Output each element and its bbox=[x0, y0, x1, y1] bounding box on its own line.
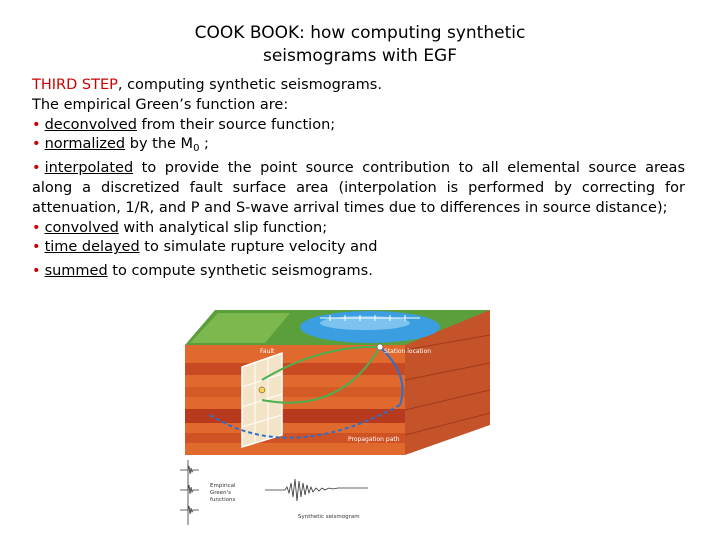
item-text: to compute synthetic seismograms. bbox=[107, 263, 373, 280]
egf-traces bbox=[180, 460, 199, 525]
keyword-deconvolved: deconvolved bbox=[44, 116, 137, 133]
step-label: THIRD STEP bbox=[32, 77, 118, 93]
intro-text: The empirical Green’s function are: bbox=[32, 96, 289, 113]
synthetic-seismogram bbox=[265, 479, 368, 501]
keyword-interpolated: interpolated bbox=[44, 160, 134, 177]
egf-label-line2: Green's bbox=[210, 490, 232, 496]
item-text-after: ; bbox=[199, 136, 209, 153]
title-line-1: COOK BOOK: how computing synthetic bbox=[194, 23, 526, 43]
bullet-icon: • bbox=[32, 263, 41, 280]
egf-label-line3: functions bbox=[210, 497, 236, 503]
synthetic-seismogram-label: Synthetic seismogram bbox=[298, 514, 360, 520]
bullet-item-normalized bbox=[32, 135, 685, 159]
egf-diagram-svg bbox=[170, 305, 505, 535]
bullet-item-summed bbox=[32, 262, 685, 282]
bullet-icon: • bbox=[32, 116, 41, 133]
item-text: by the M bbox=[125, 136, 194, 153]
bullet-item-interpolated bbox=[32, 159, 685, 218]
bullet-icon: • bbox=[32, 219, 41, 236]
fault-label: Fault bbox=[260, 348, 275, 355]
bullet-icon: • bbox=[32, 136, 41, 153]
hypocenter-marker bbox=[259, 387, 265, 393]
bullet-item-deconvolved bbox=[32, 116, 685, 136]
bullet-item-convolved bbox=[32, 219, 685, 239]
bullet-icon: • bbox=[32, 160, 41, 177]
step-rest: , computing synthetic seismograms. bbox=[117, 77, 382, 93]
keyword-time-delayed: time delayed bbox=[44, 239, 140, 256]
keyword-convolved: convolved bbox=[44, 219, 119, 236]
item-text: with analytical slip function; bbox=[118, 219, 328, 236]
title-line-2: seismograms with EGF bbox=[262, 46, 458, 66]
subscript-zero: 0 bbox=[193, 143, 200, 155]
station-marker bbox=[377, 344, 383, 350]
propagation-path-label: Propagation path bbox=[348, 436, 400, 443]
keyword-summed: summed bbox=[44, 263, 108, 280]
bullet-item-time-delayed bbox=[32, 238, 685, 258]
bullet-icon: • bbox=[32, 239, 41, 256]
egf-diagram bbox=[170, 305, 505, 535]
item-text: to provide the point source contribution to all elemental source areas along a discretized fault surface area (interpolation is performed by correcting for attenuation, 1/R, and P and S-wave arrival times due to differences in source distance); bbox=[32, 160, 685, 216]
body-text bbox=[32, 76, 685, 282]
station-location-label: Station location bbox=[384, 348, 432, 355]
item-text: from their source function; bbox=[136, 116, 336, 133]
step-heading bbox=[32, 76, 685, 96]
item-text: to simulate rupture velocity and bbox=[139, 239, 378, 256]
slide-title bbox=[0, 22, 720, 68]
keyword-normalized: normalized bbox=[44, 136, 126, 153]
egf-label-line1: Empirical bbox=[210, 483, 236, 489]
